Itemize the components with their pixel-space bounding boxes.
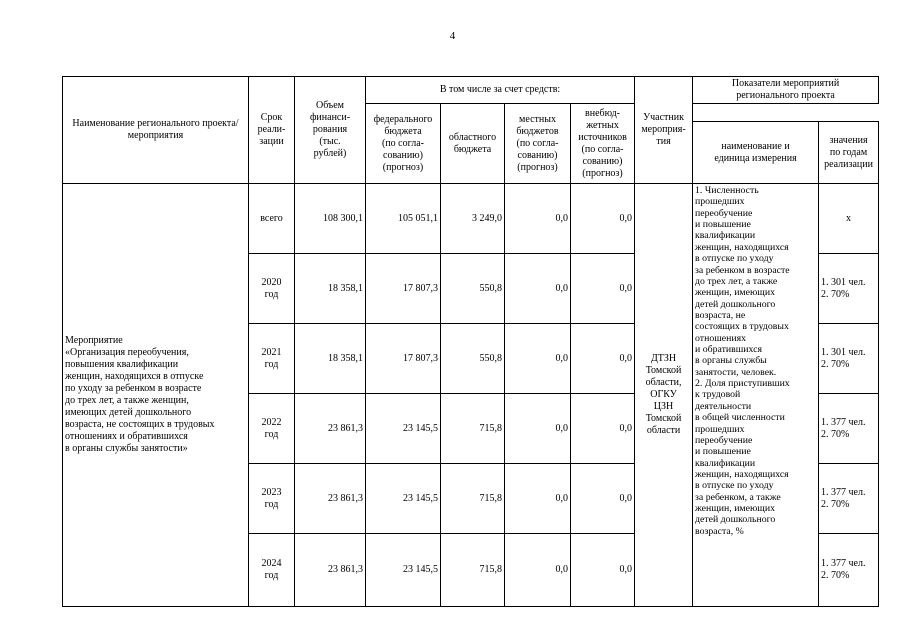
row-values: 1. 301 чел. 2. 70% — [819, 324, 879, 394]
row-extra: 0,0 — [571, 184, 635, 254]
row-local: 0,0 — [505, 464, 571, 534]
row-extra: 0,0 — [571, 394, 635, 464]
row-extra: 0,0 — [571, 464, 635, 534]
row-local: 0,0 — [505, 394, 571, 464]
header-volume: Объем финанси- рования (тыс. рублей) — [295, 77, 366, 184]
row-volume: 18 358,1 — [295, 324, 366, 394]
header-indicators: Показатели мероприятий регионального проекта — [693, 77, 879, 104]
row-volume: 23 861,3 — [295, 534, 366, 607]
table-row — [63, 184, 879, 254]
row-term: всего — [249, 184, 295, 254]
row-values: 1. 301 чел. 2. 70% — [819, 254, 879, 324]
row-local: 0,0 — [505, 254, 571, 324]
row-volume: 18 358,1 — [295, 254, 366, 324]
row-regional: 715,8 — [441, 534, 505, 607]
row-extra: 0,0 — [571, 324, 635, 394]
row-term: 2024 год — [249, 534, 295, 607]
page-number: 4 — [449, 30, 456, 42]
row-regional: 3 249,0 — [441, 184, 505, 254]
row-federal: 23 145,5 — [366, 534, 441, 607]
row-federal: 105 051,1 — [366, 184, 441, 254]
row-extra: 0,0 — [571, 534, 635, 607]
row-volume: 23 861,3 — [295, 464, 366, 534]
row-regional: 550,8 — [441, 324, 505, 394]
row-term: 2020 год — [249, 254, 295, 324]
row-local: 0,0 — [505, 534, 571, 607]
row-term: 2022 год — [249, 394, 295, 464]
row-local: 0,0 — [505, 184, 571, 254]
event-name: Мероприятие «Организация переобучения, повышения квалификации женщин, находящихся в отпуске по уходу за ребенком в возрасте до трех лет, а также женщин, имеющих детей дошкольного возраста, не состоящих в трудовых отношениях и обратившихся в органы службы занятости» — [63, 184, 249, 607]
row-federal: 17 807,3 — [366, 324, 441, 394]
header-participant: Участник мероприя- тия — [635, 77, 693, 184]
program-table — [62, 76, 879, 607]
header-indicator-values: значения по годам реализации — [819, 122, 879, 184]
row-values: х — [819, 184, 879, 254]
row-volume: 23 861,3 — [295, 394, 366, 464]
header-group: В том числе за счет средств: — [366, 77, 635, 104]
row-term: 2021 год — [249, 324, 295, 394]
row-federal: 23 145,5 — [366, 464, 441, 534]
row-federal: 23 145,5 — [366, 394, 441, 464]
row-regional: 715,8 — [441, 464, 505, 534]
header-federal: федерального бюджета (по согла- сованию) (прогноз) — [366, 104, 441, 184]
row-values: 1. 377 чел. 2. 70% — [819, 464, 879, 534]
header-term: Срок реали- зации — [249, 77, 295, 184]
header-local: местных бюджетов (по согла- сованию) (прогноз) — [505, 104, 571, 184]
row-regional: 715,8 — [441, 394, 505, 464]
header-name: Наименование регионального проекта/мероприятия — [63, 77, 249, 184]
indicator-text: 1. Численность прошедших переобучение и повышение квалификации женщин, находящихся в отпуске по уходу за ребенком в возрасте до трех лет, а также женщин, имеющих детей дошкольного возраста, не состоящих в трудовых отношениях и обратившихся в органы службы занятости, человек. 2. Доля приступивших к трудовой деятельности в общей численности прошедших переобучение и повышение квалификации женщин, находящихся в отпуске по уходу за ребенком, а также женщин, имеющих детей дошкольного возраста, % — [693, 184, 819, 607]
row-regional: 550,8 — [441, 254, 505, 324]
row-values: 1. 377 чел. 2. 70% — [819, 534, 879, 607]
row-values: 1. 377 чел. 2. 70% — [819, 394, 879, 464]
header-indicator-name: наименование и единица измерения — [693, 122, 819, 184]
row-volume: 108 300,1 — [295, 184, 366, 254]
header-extra: внебюд- жетных источников (по согла- сованию) (прогноз) — [571, 104, 635, 184]
header-regional: областного бюджета — [441, 104, 505, 184]
row-federal: 17 807,3 — [366, 254, 441, 324]
row-local: 0,0 — [505, 324, 571, 394]
participant: ДТЗН Томской области, ОГКУ ЦЗН Томской области — [635, 184, 693, 607]
row-extra: 0,0 — [571, 254, 635, 324]
row-term: 2023 год — [249, 464, 295, 534]
